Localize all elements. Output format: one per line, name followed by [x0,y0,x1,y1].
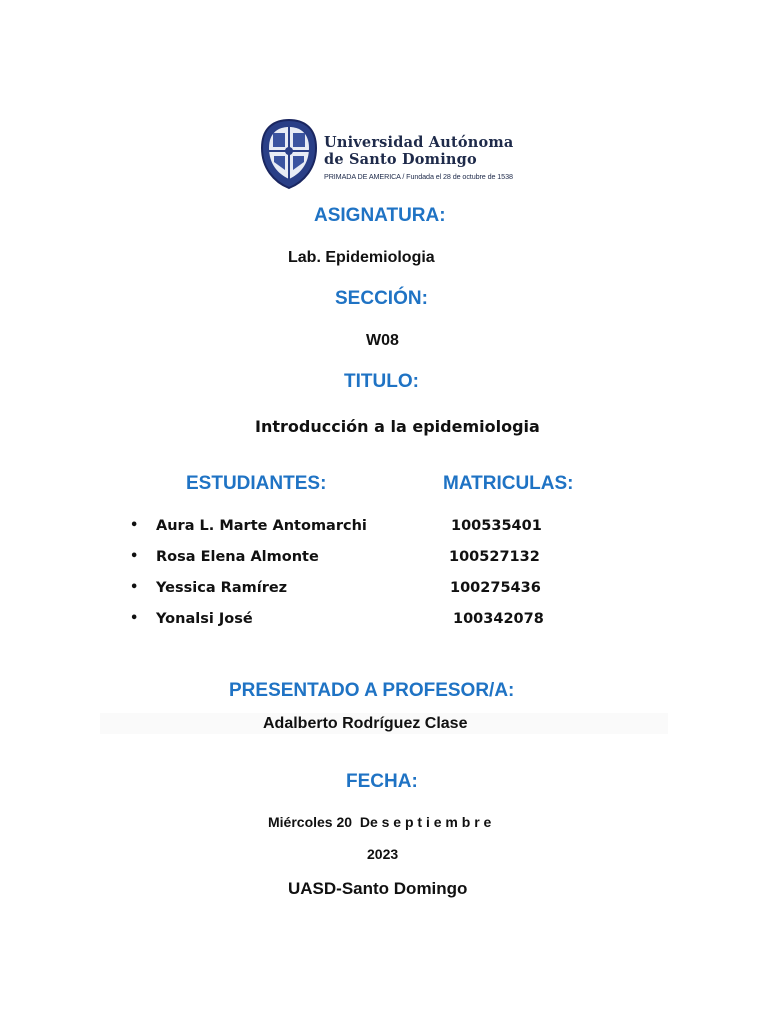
student-name: Yessica Ramírez [156,580,288,596]
university-name-line1: Universidad Autónoma [324,134,514,151]
university-name-line2: de Santo Domingo [324,151,477,168]
student-id: 100535401 [451,518,542,534]
fecha-heading: FECHA: [346,771,418,792]
university-name [324,134,514,168]
student-id: 100527132 [449,549,540,565]
university-seal-icon [258,118,320,190]
seccion-value: W08 [366,332,399,349]
list-item [130,518,570,538]
titulo-heading: TITULO: [344,371,419,392]
profesor-heading: PRESENTADO A PROFESOR/A: [229,680,515,701]
university-logo [258,118,513,190]
student-name: Yonalsi José [156,611,253,627]
asignatura-heading: ASIGNATURA: [314,205,446,226]
students-heading: ESTUDIANTES: [186,473,327,494]
seccion-heading: SECCIÓN: [335,288,428,309]
titulo-value: Introducción a la epidemiologia [255,417,540,436]
fecha-date: Miércoles 20 De s e p t i e m b r e [268,814,492,830]
student-id: 100342078 [453,611,544,627]
university-tagline: PRIMADA DE AMERICA / Fundada el 28 de octubre de 1538 [324,172,513,181]
bullet: • [130,611,139,626]
fecha-year: 2023 [367,846,399,862]
student-id: 100275436 [450,580,541,596]
matriculas-heading: MATRICULAS: [443,473,574,494]
bullet: • [130,518,139,533]
fecha-place: UASD-Santo Domingo [288,879,468,898]
bullet: • [130,549,139,564]
profesor-value: Adalberto Rodríguez Clase [263,715,468,732]
asignatura-value: Lab. Epidemiologia [288,249,435,266]
student-name: Aura L. Marte Antomarchi [156,518,367,534]
bullet: • [130,580,139,595]
list-item [130,549,570,569]
list-item [130,580,570,600]
student-name: Rosa Elena Almonte [156,549,319,565]
list-item [130,611,570,631]
